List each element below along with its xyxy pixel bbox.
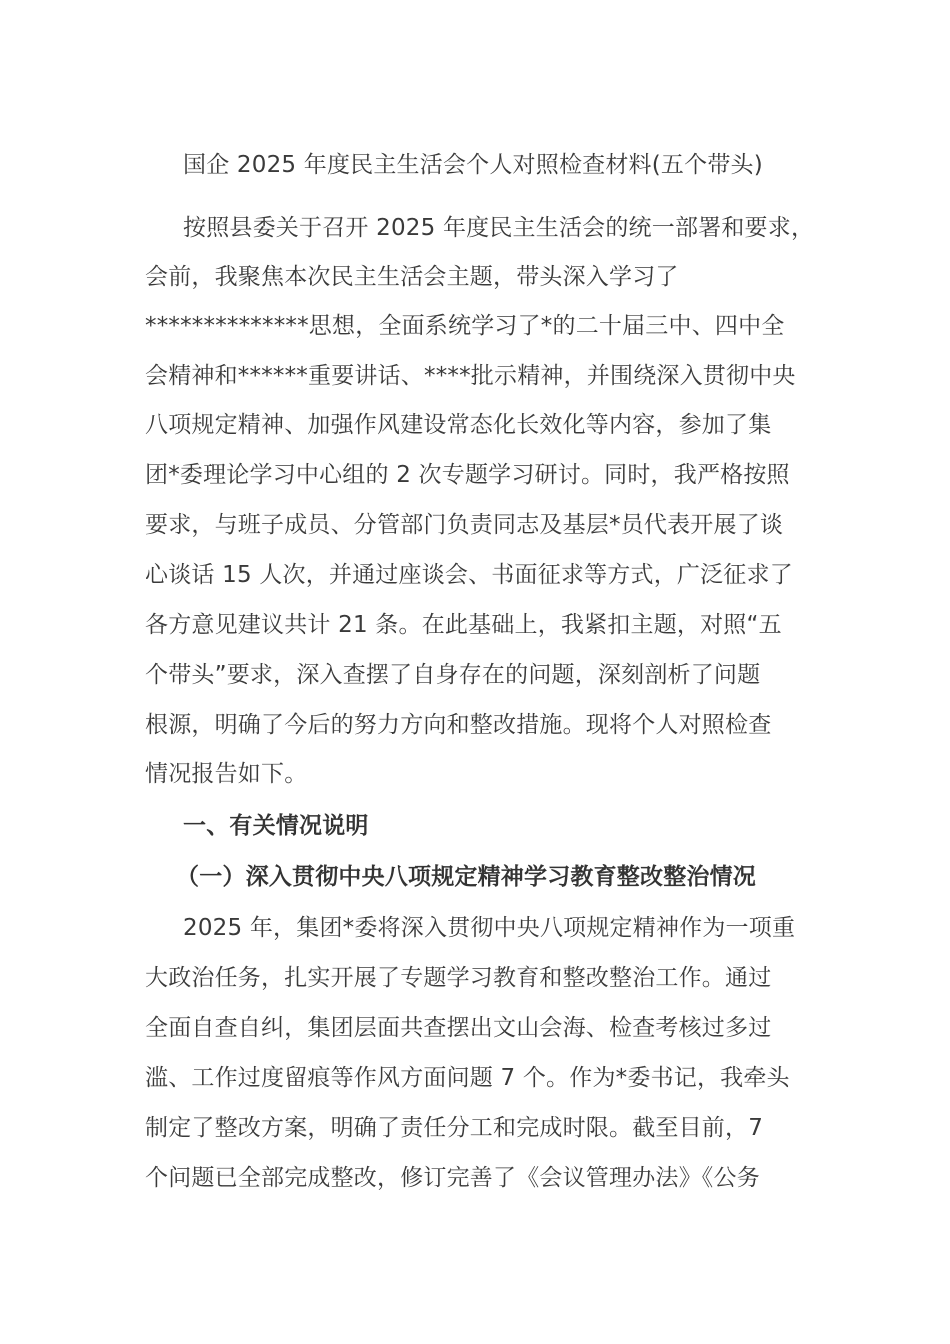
paragraph-line: 滥、工作过度留痕等作风方面问题 7 个。作为*委书记，我牵头: [145, 1065, 790, 1091]
paragraph-line: 心谈话 15 人次，并通过座谈会、书面征求等方式，广泛征求了: [145, 562, 793, 588]
paragraph-line: 八项规定精神、加强作风建设常态化长效化等内容，参加了集: [145, 412, 772, 438]
paragraph-line: 个问题已全部完成整改，修订完善了《会议管理办法》《公务: [145, 1165, 760, 1191]
paragraph-line: 按照县委关于召开 2025 年度民主生活会的统一部署和要求，: [183, 215, 815, 241]
paragraph-line: 全面自查自纠，集团层面共查摆出文山会海、检查考核过多过: [145, 1015, 772, 1041]
paragraph-line: 会前，我聚焦本次民主生活会主题，带头深入学习了: [145, 264, 679, 290]
paragraph-line: 团*委理论学习中心组的 2 次专题学习研讨。同时，我严格按照: [145, 462, 790, 488]
paragraph-line: 要求，与班子成员、分管部门负责同志及基层*员代表开展了谈: [145, 512, 784, 538]
paragraph-line: 会精神和******重要讲话、****批示精神，并围绕深入贯彻中央: [145, 363, 796, 389]
paragraph-line: 2025 年，集团*委将深入贯彻中央八项规定精神作为一项重: [183, 915, 796, 941]
section-heading: 一、有关情况说明: [183, 813, 369, 839]
paragraph-line: 个带头”要求，深入查摆了自身存在的问题，深刻剖析了问题: [145, 662, 761, 688]
subsection-heading: （一）深入贯彻中央八项规定精神学习教育整改整治情况: [176, 864, 756, 890]
paragraph-line: 情况报告如下。: [145, 761, 308, 787]
paragraph-line: 制定了整改方案，明确了责任分工和完成时限。截至目前，7: [145, 1115, 764, 1141]
paragraph-line: 大政治任务，扎实开展了专题学习教育和整改整治工作。通过: [145, 965, 772, 991]
paragraph-line: 根源，明确了今后的努力方向和整改措施。现将个人对照检查: [145, 712, 772, 738]
paragraph-line: 各方意见建议共计 21 条。在此基础上，我紧扣主题，对照“五: [145, 612, 782, 638]
paragraph-line: **************思想，全面系统学习了*的二十届三中、四中全: [145, 313, 785, 339]
document-title: 国企 2025 年度民主生活会个人对照检查材料(五个带头): [183, 152, 763, 178]
